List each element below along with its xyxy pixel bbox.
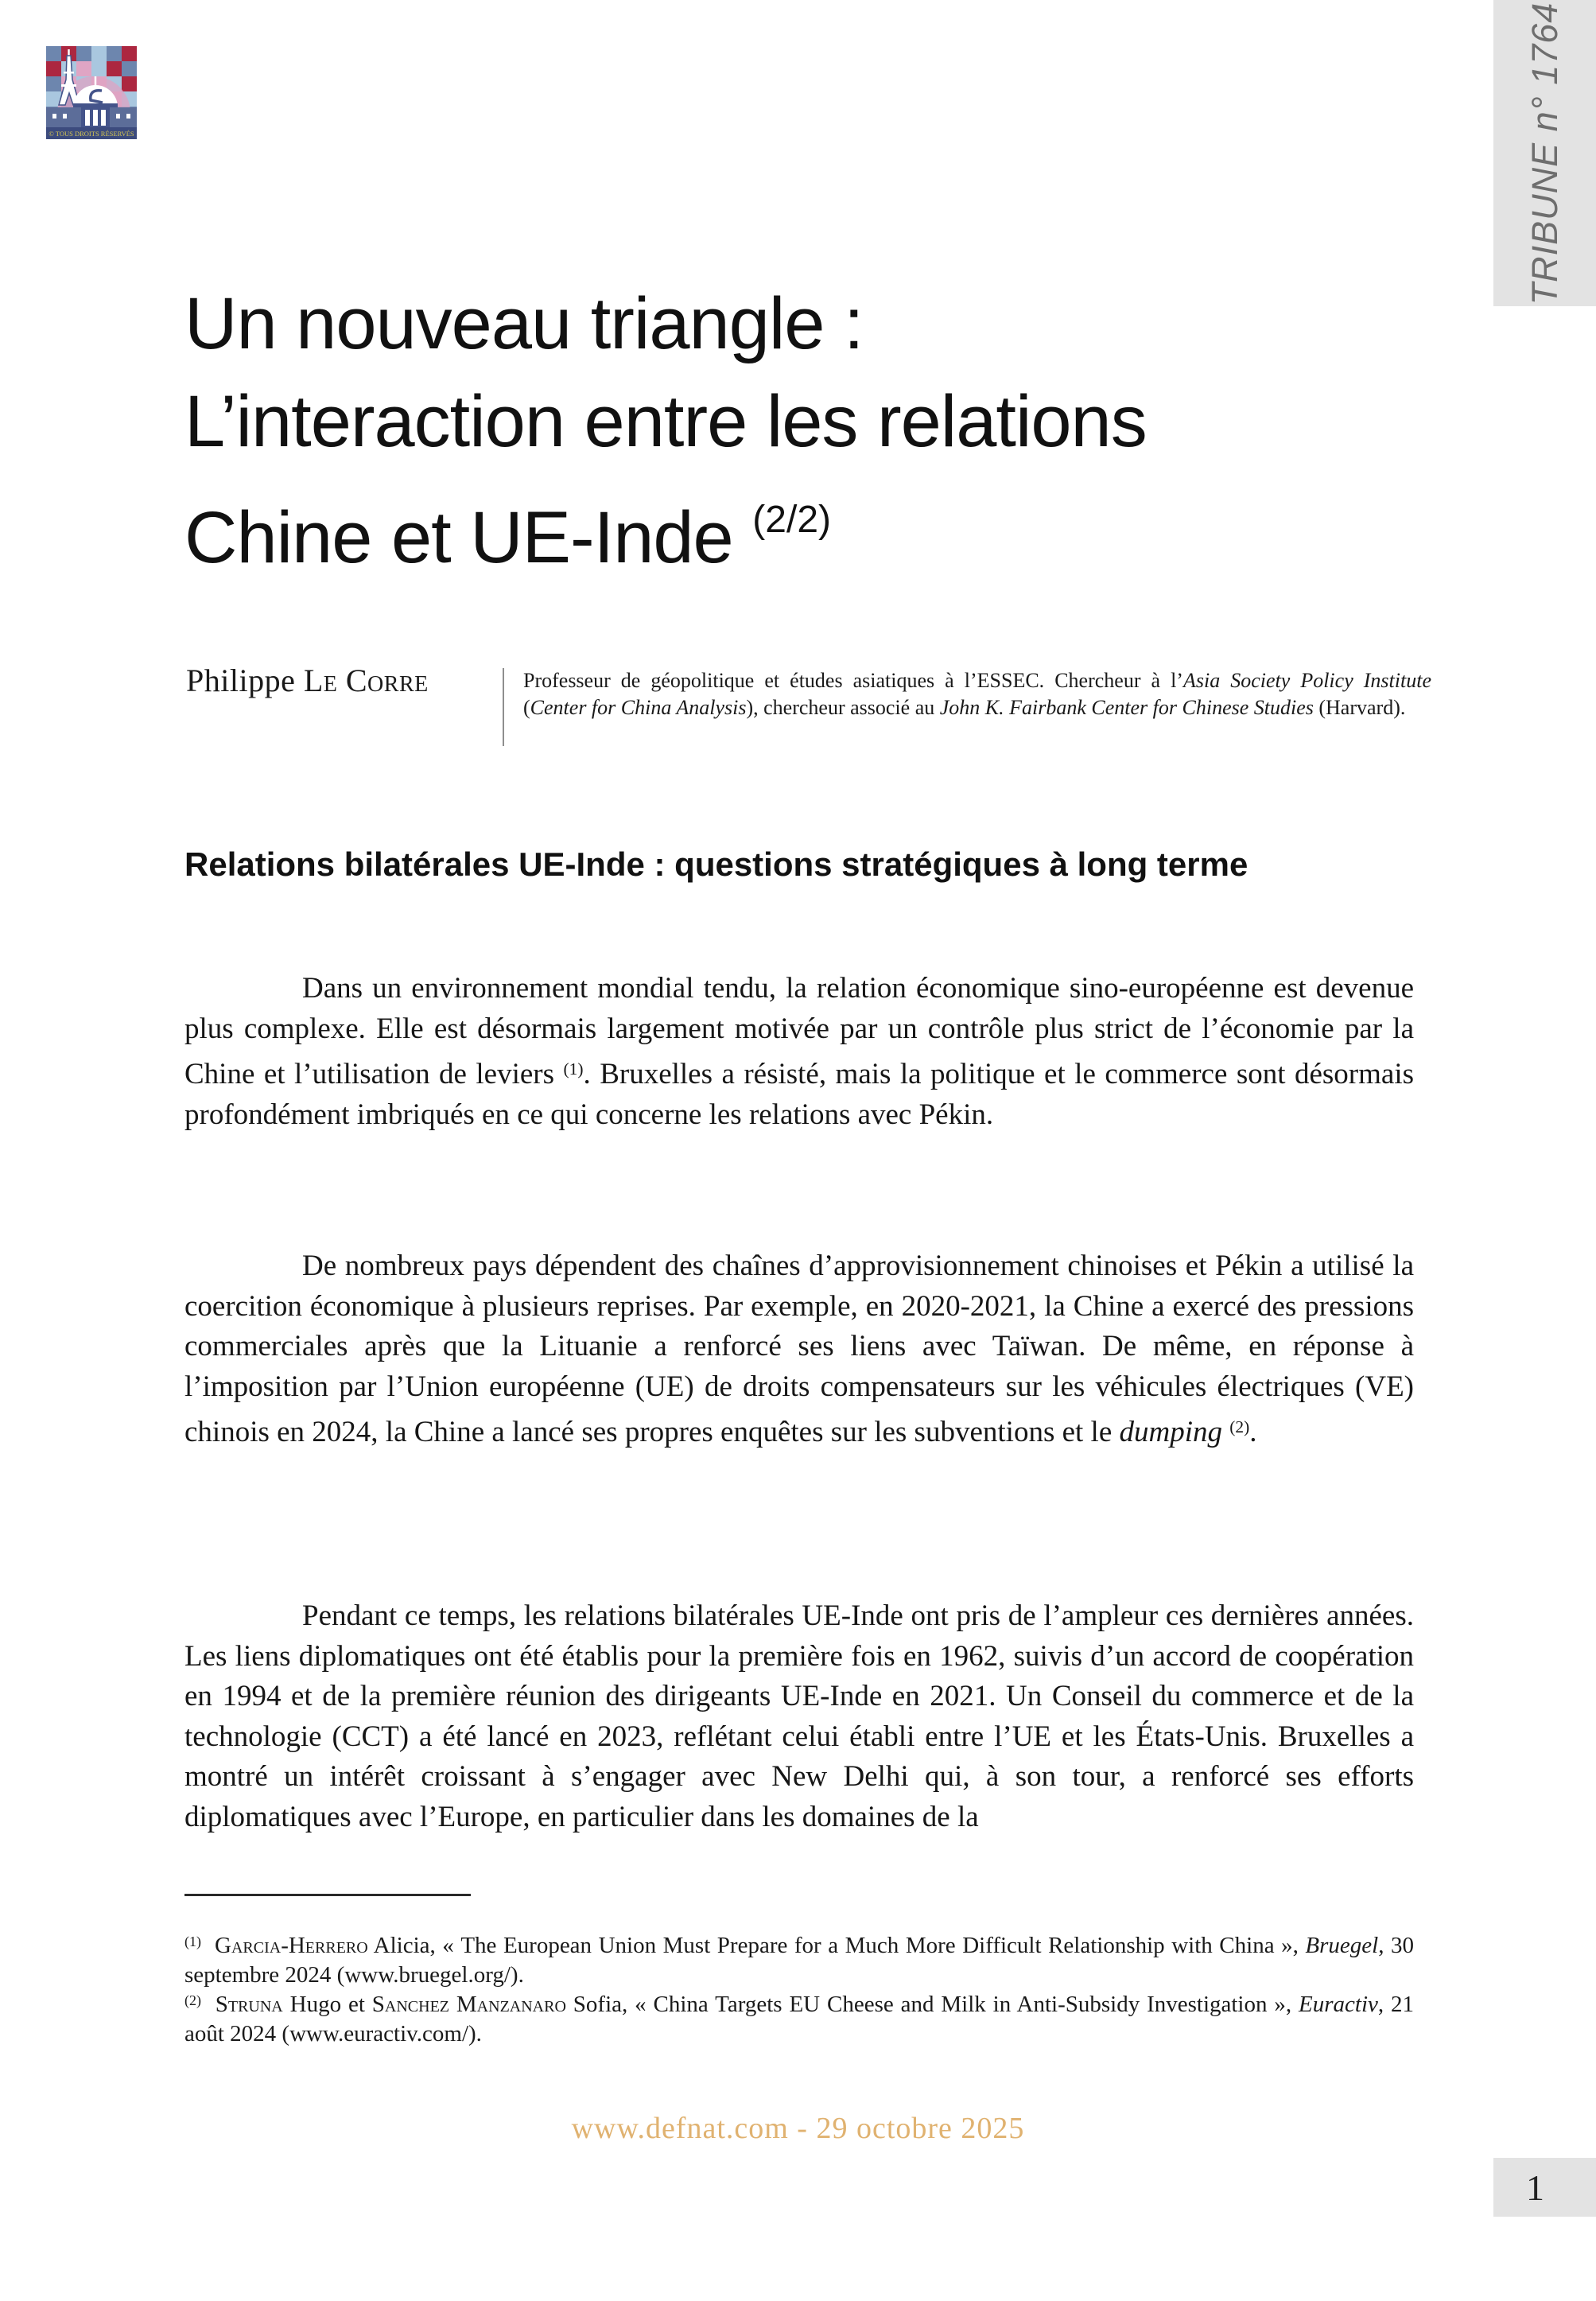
page-number: 1 <box>1526 2167 1544 2208</box>
body-paragraph-2: De nombreux pays dépendent des chaînes d’approvisionnement chinoises et Pékin a utilisé la coercition économique à plusieurs reprises. Par exemple, en 2020-2021, la Chine a exercé des pressions commerciales après que la Lituanie a renforcé ses liens avec Taïwan. De même, en réponse à l’imposition par l’Union européenne (UE) de droits compensateurs sur les véhicules électriques (VE) chinois en 2024, la Chine a lancé ses propres enquêtes sur les subventions et le dumping $^{(2)}$. <box>184 1250 1414 1449</box>
article-part-superscript: (2/2) <box>752 499 831 541</box>
article-title-line-1: Un nouveau triangle : <box>184 283 864 364</box>
author-bio: Professeur de géopolitique et études asiatiques à l’ESSEC. Chercheur à l’Asia Society Policy Institute (Center for China Analysis), chercheur associé au John K. Fairbank Center for Chinese Studies (Harvard). <box>523 669 1431 719</box>
footer-website-date: www.defnat.com - 29 octobre 2025 <box>571 2112 1025 2145</box>
rdn-logo <box>46 46 137 139</box>
footnote-separator-rule <box>184 1894 471 1896</box>
article-title-line-3: Chine et UE-Inde $^{(2/2)}$ <box>184 497 831 578</box>
body-paragraph-1: Dans un environnement mondial tendu, la relation économique sino-européenne est devenue plus complexe. Elle est désormais largement motivée par un contrôle plus strict de l’économie par la Chine et l’utilisation de leviers $^{(1)}$. Bruxelles a résisté, mais la politique et le commerce sont désormais profondément imbriqués en ce qui concerne les relations avec Pékin. <box>184 972 1414 1131</box>
tribune-issue-label: TRIBUNE n° 1764 <box>1524 2 1565 305</box>
section-heading: Relations bilatérales UE-Inde : questions stratégiques à long terme <box>184 845 1248 883</box>
logo-copyright-band <box>46 127 137 139</box>
article-title-line-2: L’interaction entre les relations <box>184 381 1147 462</box>
tribune-issue-band <box>1493 0 1596 306</box>
article-title <box>184 275 1489 587</box>
footnote-1: $^{(1)}$ Garcia-Herrero Alicia, « The European Union Must Prepare for a Much More Difficult Relationship with China », Bruegel, 30 septembre 2024 (www.bruegel.org/). <box>184 1933 1415 1988</box>
author-name: Philippe Le Corre <box>186 663 429 698</box>
logo-copyright-text: © TOUS DROITS RÉSERVÉS <box>49 130 134 138</box>
author-divider-rule <box>503 668 504 746</box>
footnote-2: $^{(2)}$ Struna Hugo et Sanchez Manzanaro Sofia, « China Targets EU Cheese and Milk in Anti-Subsidy Investigation », Euractiv, 21 août 2024 (www.euractiv.com/). <box>184 1992 1415 2047</box>
body-paragraph-3: Pendant ce temps, les relations bilatérales UE-Inde ont pris de l’ampleur ces dernières années. Les liens diplomatiques ont été établis pour la première fois en 1962, suivis d’un accord de coopération en 1994 et de la première réunion des dirigeants UE-Inde en 2021. Un Conseil du commerce et de la technologie (CCT) a été lancé en 2023, reflétant celui établi entre l’UE et les États-Unis. Bruxelles a montré un intérêt croissant à s’engager avec New Delhi qui, à son tour, a renforcé ses efforts diplomatiques avec l’Europe, en particulier dans les domaines de la <box>184 1599 1414 1833</box>
page-number-badge <box>1493 2158 1596 2217</box>
